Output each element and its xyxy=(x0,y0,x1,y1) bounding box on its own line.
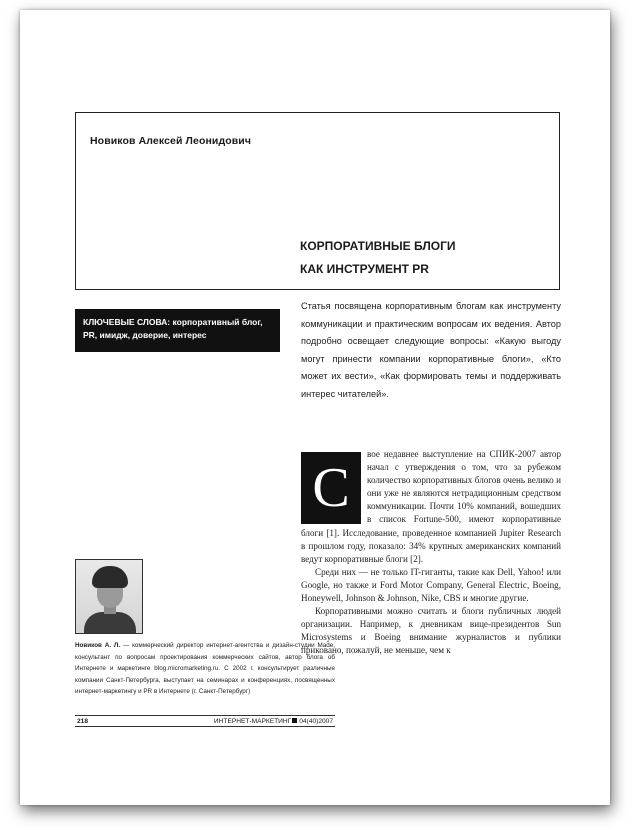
body-paragraph-1-text: вое недавнее выступление на СПИК-2007 автор начал с утверждения о том, что за рубежом количество корпоративных блогов очень велико и они уже не являются нетрадиционным средством коммуникации. Почти 10% компаний, вошедших в список Fortune-500, имеют корпоративные блоги [1]. Исследование, проведенное компанией Jupiter Research в прошлом году, показало: 34% крупных американских компаний ведут корпоративные блоги [2]. xyxy=(301,449,561,564)
journal-name: ИНТЕРНЕТ-МАРКЕТИНГ xyxy=(213,718,292,725)
square-bullet-icon xyxy=(292,718,297,723)
article-title-line-1: КОРПОРАТИВНЫЕ БЛОГИ xyxy=(300,239,456,253)
author-bio-text: — коммерческий директор интернет-агентства и дизайн-студии Made, консультант по вопросам проектирования коммерческих сайтов, автор блога об Интернете и маркетинге blog.micromarketing.ru. С 2002 г. консультирует различные компании Санкт-Петербурга, выступает на семинарах и конференциях, посвященных интернет-маркетингу и PR в Интернете (г. Санкт-Петербург) xyxy=(75,642,335,695)
journal-issue xyxy=(214,717,333,727)
abstract-text: Статья посвящена корпоративным блогам как инструменту коммуникации и практическим вопросам их ведения. Автор подробно освещает следующие вопросы: «Какую выгоду могут принести компании корпоративные блоги», «Кто может их вести», «Как формировать темы и поддерживать интерес читателей». xyxy=(301,301,561,399)
body-paragraph-2: Среди них — не только IT-гиганты, такие как Dell, Yahoo! или Google, но также и Ford Motor Company, General Electric, Boeing, Honeywell, Johnson & Johnson, Nike, CBS и многие другие. xyxy=(301,566,561,604)
author-bio-name: Новиков А. Л. xyxy=(75,642,121,649)
article-title xyxy=(300,235,456,281)
dropcap: С xyxy=(301,452,361,524)
page-number: 218 xyxy=(77,718,89,725)
author-name: Новиков Алексей Леонидович xyxy=(90,135,252,147)
body-paragraph-3: Корпоративными можно считать и блоги публичных людей организации. Например, к дневникам вице-президентов Sun Microsystems и Boeing внимание журналистов и публики приковано, пожалуй, не меньше, чем к xyxy=(301,606,561,656)
magazine-page xyxy=(20,10,610,805)
title-frame xyxy=(75,112,560,290)
issue-number: 04(40)2007 xyxy=(299,718,333,725)
page-footer xyxy=(75,715,335,727)
author-bio xyxy=(75,640,335,698)
keywords-box: КЛЮЧЕВЫЕ СЛОВА: корпоративный блог, PR, имидж, доверие, интерес xyxy=(75,309,280,352)
author-photo xyxy=(75,559,143,634)
article-title-line-2: КАК ИНСТРУМЕНТ PR xyxy=(300,262,429,276)
